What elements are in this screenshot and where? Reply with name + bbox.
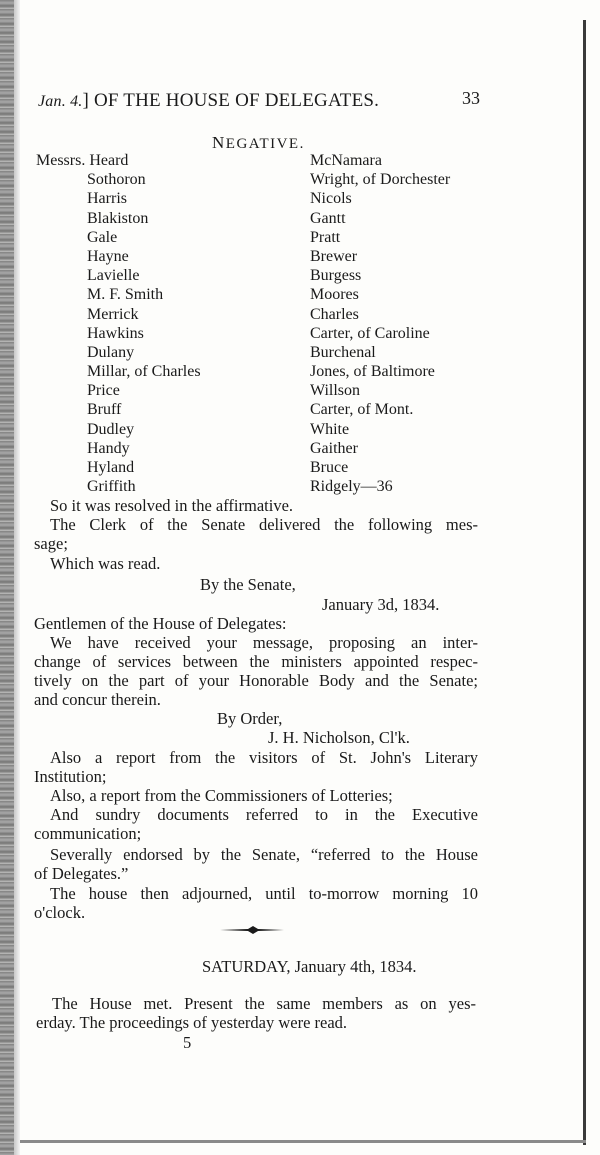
member-name: Harris: [87, 190, 127, 208]
documents-line-1: And sundry documents referred to in the Executive: [50, 805, 478, 824]
message-line-1: We have received your message, proposing an inter-: [50, 633, 478, 652]
member-name: Brewer: [310, 247, 358, 265]
saturday-word: SATURDAY,: [202, 957, 291, 976]
endorsed-line-1: Severally endorsed by the Senate, “referred to the House: [50, 845, 478, 864]
member-name: Carter, of Caroline: [310, 324, 430, 342]
member-name: Lavielle: [87, 267, 140, 285]
house-met-line-1: The House met. Present the same members as on yes-: [52, 994, 476, 1013]
member-name: Gale: [87, 228, 118, 246]
divider-shape: [220, 926, 284, 934]
clerk-line-1: The Clerk of the Senate delivered the following mes-: [50, 515, 478, 534]
member-name: Griffith: [87, 478, 136, 496]
member-name: Dulany: [87, 343, 135, 361]
member-name: Nicols: [310, 190, 352, 208]
member-name: White: [310, 420, 350, 438]
member-name: Burgess: [310, 267, 362, 285]
member-name: Gaither: [310, 439, 358, 457]
member-name: Price: [87, 382, 120, 400]
report-line-1: Also a report from the visitors of St. John's Literary: [50, 748, 478, 767]
message-line-2: change of services between the ministers appointed respec-: [34, 652, 478, 671]
adjourn-line-2: o'clock.: [34, 903, 86, 922]
member-name: Merrick: [87, 305, 139, 323]
negative-left-column: [36, 151, 201, 496]
member-name: Hayne: [87, 247, 129, 265]
negative-heading-rest: EGATIVE.: [225, 136, 305, 152]
running-header: [38, 90, 488, 114]
member-name: M. F. Smith: [87, 286, 164, 304]
page-border-bottom: [20, 1140, 586, 1143]
member-name: Jones, of Baltimore: [310, 363, 435, 381]
member-name: Millar, of Charles: [87, 363, 201, 381]
saturday-date: January 4th, 1834.: [290, 957, 417, 976]
endorsed-line-2: of Delegates.”: [34, 864, 129, 883]
report-line-2: Institution;: [34, 767, 107, 786]
page-number: 33: [462, 88, 480, 108]
member-name: Dudley: [87, 420, 135, 438]
member-name: Wright, of Dorchester: [310, 171, 451, 189]
member-name: Hawkins: [87, 324, 144, 342]
message-line-3: tively on the part of your Honorable Body and the Senate;: [34, 671, 478, 690]
header-date: Jan. 4.: [38, 93, 83, 110]
member-name: Willson: [310, 382, 361, 400]
member-name: Charles: [310, 305, 359, 323]
salutation-line: Gentlemen of the House of Delegates:: [34, 614, 287, 633]
read-line: Which was read.: [50, 554, 161, 573]
printer-signature: 5: [183, 1033, 192, 1052]
documents-line-2: communication;: [34, 824, 142, 843]
negative-heading: [212, 133, 305, 153]
member-name: Burchenal: [310, 343, 376, 361]
saturday-heading: [202, 957, 417, 977]
resolved-line: So it was resolved in the affirmative.: [50, 496, 294, 515]
ornamental-divider: [220, 925, 284, 935]
by-senate-line: By the Senate,: [200, 575, 296, 594]
clerk-signature-line: J. H. Nicholson, Cl'k.: [268, 728, 410, 747]
member-name: Bruff: [87, 401, 122, 419]
member-name: Sothoron: [87, 171, 146, 189]
negative-right-column: [310, 151, 450, 496]
house-met-line-2: erday. The proceedings of yesterday were read.: [36, 1013, 348, 1032]
member-name: Carter, of Mont.: [310, 401, 414, 419]
member-name: Blakiston: [87, 209, 149, 227]
clerk-line-2: sage;: [34, 534, 68, 553]
binding-shadow: [14, 0, 20, 1155]
member-name: McNamara: [310, 152, 382, 169]
member-name: Pratt: [310, 228, 341, 246]
member-name: Gantt: [310, 209, 346, 227]
member-name: Ridgely—36: [310, 478, 393, 496]
negative-heading-initial: N: [212, 133, 226, 152]
adjourn-line-1: The house then adjourned, until to-morrow morning 10: [50, 884, 478, 903]
senate-date-line: January 3d, 1834.: [322, 595, 440, 614]
by-order-line: By Order,: [217, 709, 283, 728]
member-name: Messrs. Heard: [36, 152, 129, 169]
message-line-4: and concur therein.: [34, 690, 161, 709]
header-bracket: ]: [82, 90, 90, 111]
member-name: Moores: [310, 286, 359, 304]
page-border-right: [583, 20, 586, 1145]
header-title: OF THE HOUSE OF DELEGATES.: [94, 90, 380, 111]
member-name: Hyland: [87, 459, 135, 476]
lotteries-line: Also, a report from the Commissioners of Lotteries;: [50, 786, 393, 805]
member-name: Bruce: [310, 459, 349, 476]
member-name: Handy: [87, 439, 130, 457]
binding-edge: [0, 0, 14, 1155]
